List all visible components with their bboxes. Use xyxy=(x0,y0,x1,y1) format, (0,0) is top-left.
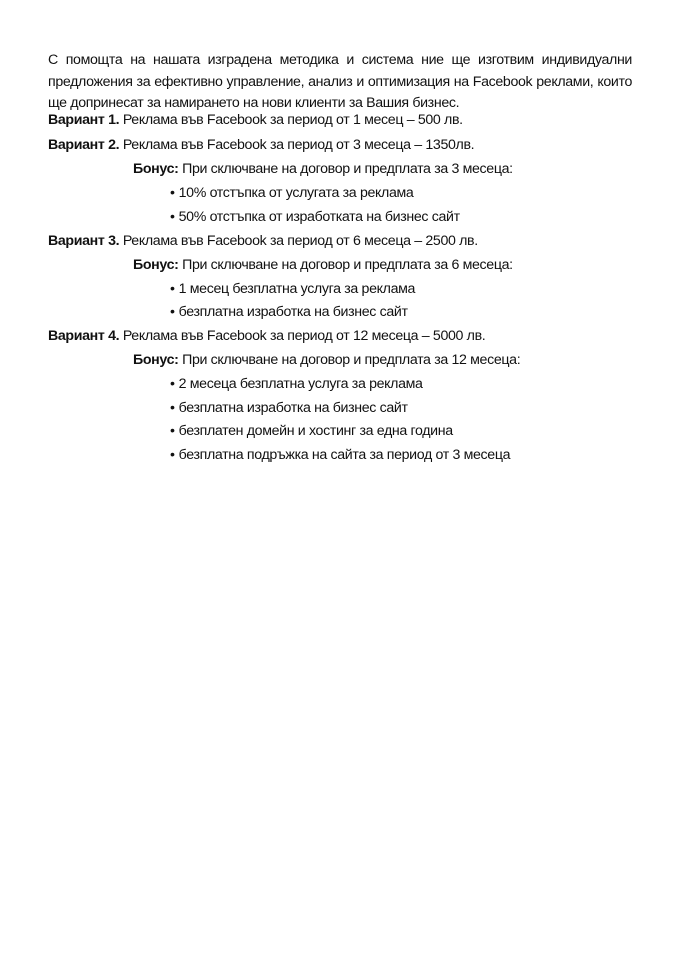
bullet-icon: • xyxy=(170,400,175,416)
variant-3-bonus-label: Бонус: xyxy=(133,257,179,273)
variant-1-text: Реклама във Facebook за период от 1 месец – 500 лв. xyxy=(122,112,463,128)
list-item-text: 1 месец безплатна услуга за реклама xyxy=(178,281,416,297)
variant-1-line xyxy=(48,110,463,130)
list-item-text: 50% отстъпка от изработката на бизнес сайт xyxy=(178,209,460,225)
list-item xyxy=(170,374,423,394)
variant-4-label: Вариант 4. xyxy=(48,328,120,344)
bullet-icon: • xyxy=(170,423,175,439)
variant-3-bonus xyxy=(133,255,513,275)
list-item xyxy=(170,421,453,441)
list-item-text: 2 месеца безплатна услуга за реклама xyxy=(178,376,423,392)
variant-3-line xyxy=(48,231,478,251)
list-item xyxy=(170,207,460,227)
list-item xyxy=(170,302,408,322)
bullet-icon: • xyxy=(170,304,175,320)
variant-3-text: Реклама във Facebook за период от 6 месеца – 2500 лв. xyxy=(122,233,478,249)
list-item xyxy=(170,398,408,418)
bullet-icon: • xyxy=(170,185,175,201)
variant-2-bonus xyxy=(133,159,513,179)
list-item-text: безплатна изработка на бизнес сайт xyxy=(178,304,408,320)
list-item-text: безплатен домейн и хостинг за една година xyxy=(178,423,453,439)
variant-4-bonus xyxy=(133,350,520,370)
variant-1-label: Вариант 1. xyxy=(48,112,120,128)
bullet-icon: • xyxy=(170,447,175,463)
variant-4-bonus-text: При сключване на договор и предплата за 12 месеца: xyxy=(182,352,521,368)
variant-4-line xyxy=(48,326,485,346)
variant-2-line xyxy=(48,135,474,155)
variant-2-bonus-text: При сключване на договор и предплата за 3 месеца: xyxy=(182,161,513,177)
variant-4-text: Реклама във Facebook за период от 12 месеца – 5000 лв. xyxy=(122,328,486,344)
intro-paragraph: С помощта на нашата изградена методика и система ние ще изготвим индивидуални предложения за ефективно управление, анализ и оптимизация на Facebook реклами, които ще допринесат за намирането на нови клиенти за Вашия бизнес. xyxy=(48,52,632,111)
list-item-text: безплатна изработка на бизнес сайт xyxy=(178,400,408,416)
bullet-icon: • xyxy=(170,209,175,225)
list-item-text: безплатна подръжка на сайта за период от 3 месеца xyxy=(178,447,511,463)
variant-4-bonus-label: Бонус: xyxy=(133,352,179,368)
bullet-icon: • xyxy=(170,281,175,297)
bullet-icon: • xyxy=(170,376,175,392)
variant-3-bonus-text: При сключване на договор и предплата за 6 месеца: xyxy=(182,257,513,273)
list-item xyxy=(170,279,415,299)
variant-3-label: Вариант 3. xyxy=(48,233,120,249)
variant-2-text: Реклама във Facebook за период от 3 месеца – 1350лв. xyxy=(122,137,475,153)
list-item xyxy=(170,445,510,465)
list-item xyxy=(170,183,413,203)
list-item-text: 10% отстъпка от услугата за реклама xyxy=(178,185,414,201)
variant-2-bonus-label: Бонус: xyxy=(133,161,179,177)
variant-2-label: Вариант 2. xyxy=(48,137,120,153)
